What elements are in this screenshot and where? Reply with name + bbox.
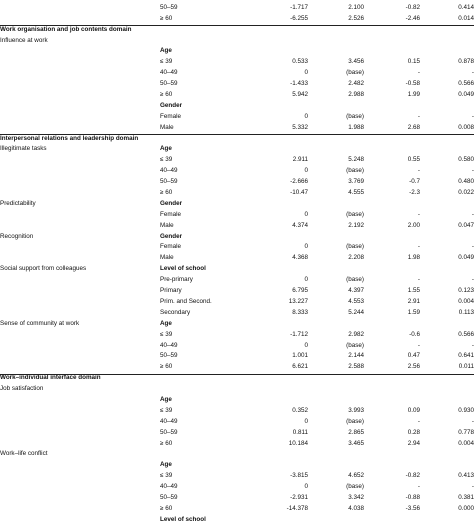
std-error-cell: 4.553: [348, 297, 364, 305]
variable-label: Gender: [160, 101, 183, 109]
p-value-cell: 0.049: [458, 254, 474, 262]
variable-label: Age: [160, 47, 172, 55]
domain-heading: Work organisation and job contents domain: [0, 25, 132, 33]
std-error-cell: 1.988: [348, 123, 364, 131]
t-value-cell: -: [417, 167, 420, 175]
std-error-cell: (base): [346, 276, 364, 284]
category-label: 40–49: [160, 417, 178, 425]
std-error-cell: 2.208: [348, 254, 364, 262]
category-label: ≥ 60: [160, 91, 173, 99]
p-value-cell: -: [471, 112, 474, 120]
category-label: 50–59: [160, 178, 178, 186]
table-row: [0, 166, 474, 177]
std-error-cell: (base): [346, 69, 364, 77]
category-label: Female: [160, 210, 181, 218]
std-error-cell: 2.865: [348, 428, 364, 436]
coefficient-cell: 0.533: [292, 58, 308, 66]
std-error-cell: (base): [346, 167, 364, 175]
category-label: Female: [160, 112, 181, 120]
item-row: [0, 395, 474, 406]
table-row: [0, 297, 474, 308]
t-value-cell: -0.7: [409, 178, 420, 186]
table-row: [0, 308, 474, 319]
table-row: [0, 275, 474, 286]
coefficient-cell: -14.378: [286, 504, 308, 512]
t-value-cell: 0.28: [407, 428, 420, 436]
std-error-cell: 3.769: [348, 178, 364, 186]
category-label: ≤ 39: [160, 472, 173, 480]
section-divider: [0, 134, 474, 135]
t-value-cell: -0.82: [405, 472, 420, 480]
variable-label: Age: [160, 461, 172, 469]
coefficient-cell: -1.433: [290, 80, 308, 88]
item-row: [0, 144, 474, 155]
category-label: Pre-primary: [160, 276, 193, 284]
p-value-cell: 0.004: [458, 297, 474, 305]
std-error-cell: 4.555: [348, 189, 364, 197]
p-value-cell: 0.566: [458, 330, 474, 338]
item-label: Predictability: [0, 199, 36, 207]
std-error-cell: (base): [346, 417, 364, 425]
category-label: ≥ 60: [160, 439, 173, 447]
coefficient-cell: 0: [304, 243, 308, 251]
category-label: 50–59: [160, 352, 178, 360]
table-row: [0, 341, 474, 352]
domain-row: [0, 134, 474, 145]
coefficient-cell: 1.001: [292, 352, 308, 360]
t-value-cell: 2.68: [407, 123, 420, 131]
table-row: [0, 155, 474, 166]
p-value-cell: 0.047: [458, 221, 474, 229]
coefficient-cell: 10.184: [288, 439, 308, 447]
p-value-cell: -: [471, 210, 474, 218]
category-label: 50–59: [160, 493, 178, 501]
t-value-cell: -: [417, 483, 420, 491]
p-value-cell: 0.113: [458, 308, 474, 316]
table-row: [0, 242, 474, 253]
coefficient-cell: 2.911: [292, 156, 308, 164]
coefficient-cell: 5.942: [292, 91, 308, 99]
p-value-cell: 0.011: [458, 363, 474, 371]
item-row: [0, 264, 474, 275]
p-value-cell: -: [471, 243, 474, 251]
std-error-cell: 2.588: [348, 363, 364, 371]
coefficient-cell: -6.255: [290, 14, 308, 22]
section-divider: [0, 374, 474, 375]
coefficient-cell: 5.332: [292, 123, 308, 131]
coefficient-cell: 0: [304, 112, 308, 120]
std-error-cell: 4.397: [348, 287, 364, 295]
table-row: [0, 221, 474, 232]
p-value-cell: 0.004: [458, 439, 474, 447]
table-row: [0, 330, 474, 341]
item-row: [0, 319, 474, 330]
std-error-cell: 2.988: [348, 91, 364, 99]
p-value-cell: 0.413: [458, 472, 474, 480]
table-row: [0, 79, 474, 90]
table-row: [0, 188, 474, 199]
coefficient-cell: -3.815: [290, 472, 308, 480]
item-row: [0, 199, 474, 210]
item-row: [0, 460, 474, 471]
t-value-cell: -: [417, 243, 420, 251]
item-label: Illegitimate tasks: [0, 145, 47, 153]
std-error-cell: (base): [346, 483, 364, 491]
item-label: Sense of community at work: [0, 319, 80, 327]
t-value-cell: 2.94: [407, 439, 420, 447]
variable-label: Age: [160, 145, 172, 153]
t-value-cell: 2.00: [407, 221, 420, 229]
p-value-cell: 0.414: [458, 3, 474, 11]
table-row: [0, 493, 474, 504]
table-row: [0, 112, 474, 123]
std-error-cell: 2.100: [348, 3, 364, 11]
t-value-cell: 0.55: [407, 156, 420, 164]
t-value-cell: 2.56: [407, 363, 420, 371]
coefficient-cell: -2.666: [290, 178, 308, 186]
table-row: [0, 14, 474, 25]
item-label: Recognition: [0, 232, 34, 240]
p-value-cell: 0.930: [458, 406, 474, 414]
t-value-cell: -: [417, 341, 420, 349]
table-row: [0, 68, 474, 79]
coefficient-cell: 0: [304, 417, 308, 425]
t-value-cell: -0.88: [405, 493, 420, 501]
t-value-cell: -0.6: [409, 330, 420, 338]
variable-label: Gender: [160, 199, 183, 207]
table-row: [0, 57, 474, 68]
table-row: [0, 3, 474, 14]
variable-label: Level of school: [160, 265, 206, 273]
p-value-cell: -: [471, 167, 474, 175]
category-label: ≤ 39: [160, 156, 173, 164]
p-value-cell: 0.641: [458, 352, 474, 360]
item-label: Influence at work: [0, 36, 48, 44]
table-row: [0, 286, 474, 297]
p-value-cell: 0.014: [458, 14, 474, 22]
coefficient-cell: -1.717: [290, 3, 308, 11]
t-value-cell: -: [417, 112, 420, 120]
t-value-cell: -0.82: [405, 3, 420, 11]
domain-heading: Interpersonal relations and leadership domain: [0, 134, 139, 142]
variable-label: Age: [160, 395, 172, 403]
p-value-cell: 0.878: [458, 58, 474, 66]
item-row: [0, 46, 474, 57]
category-label: 50–59: [160, 3, 178, 11]
std-error-cell: 2.982: [348, 330, 364, 338]
p-value-cell: -: [471, 417, 474, 425]
t-value-cell: -3.56: [405, 504, 420, 512]
table-row: [0, 362, 474, 373]
item-label: Work–life conflict: [0, 450, 48, 458]
item-row: [0, 36, 474, 47]
t-value-cell: -0.58: [405, 80, 420, 88]
p-value-cell: 0.480: [458, 178, 474, 186]
coefficient-cell: 0: [304, 483, 308, 491]
std-error-cell: (base): [346, 210, 364, 218]
variable-label: Level of school: [160, 515, 206, 523]
table-row: [0, 177, 474, 188]
category-label: 40–49: [160, 341, 178, 349]
coefficient-cell: 0: [304, 210, 308, 218]
coefficient-cell: 8.333: [292, 308, 308, 316]
t-value-cell: -: [417, 417, 420, 425]
std-error-cell: 4.038: [348, 504, 364, 512]
category-label: ≥ 60: [160, 363, 173, 371]
p-value-cell: -: [471, 69, 474, 77]
t-value-cell: 2.91: [407, 297, 420, 305]
item-label: Job satisfaction: [0, 385, 44, 393]
variable-label: Age: [160, 319, 172, 327]
coefficient-cell: -10.47: [290, 189, 308, 197]
p-value-cell: -: [471, 483, 474, 491]
item-row: [0, 232, 474, 243]
category-label: Male: [160, 221, 174, 229]
table-row: [0, 428, 474, 439]
category-label: ≥ 60: [160, 189, 173, 197]
table-row: [0, 406, 474, 417]
category-label: Prim. and Second.: [160, 297, 212, 305]
p-value-cell: 0.381: [458, 493, 474, 501]
std-error-cell: 3.993: [348, 406, 364, 414]
std-error-cell: 5.248: [348, 156, 364, 164]
std-error-cell: 3.465: [348, 439, 364, 447]
coefficient-cell: 0: [304, 167, 308, 175]
std-error-cell: 2.526: [348, 14, 364, 22]
std-error-cell: 2.192: [348, 221, 364, 229]
table-row: [0, 210, 474, 221]
item-row: [0, 101, 474, 112]
coefficient-cell: 6.621: [292, 363, 308, 371]
t-value-cell: -: [417, 276, 420, 284]
std-error-cell: 2.482: [348, 80, 364, 88]
p-value-cell: 0.000: [458, 504, 474, 512]
category-label: Male: [160, 254, 174, 262]
category-label: 40–49: [160, 483, 178, 491]
category-label: Male: [160, 123, 174, 131]
p-value-cell: -: [471, 341, 474, 349]
table-row: [0, 482, 474, 493]
coefficient-cell: 0.352: [292, 406, 308, 414]
category-label: ≥ 60: [160, 504, 173, 512]
p-value-cell: 0.049: [458, 91, 474, 99]
std-error-cell: (base): [346, 341, 364, 349]
std-error-cell: (base): [346, 112, 364, 120]
p-value-cell: 0.022: [458, 189, 474, 197]
t-value-cell: 0.15: [407, 58, 420, 66]
item-label: Social support from colleagues: [0, 265, 87, 273]
std-error-cell: 5.244: [348, 308, 364, 316]
t-value-cell: -: [417, 210, 420, 218]
category-label: 50–59: [160, 80, 178, 88]
p-value-cell: 0.580: [458, 156, 474, 164]
table-row: [0, 439, 474, 450]
t-value-cell: 1.59: [407, 308, 420, 316]
p-value-cell: -: [471, 276, 474, 284]
coefficient-cell: 4.368: [292, 254, 308, 262]
p-value-cell: 0.566: [458, 80, 474, 88]
std-error-cell: 4.652: [348, 472, 364, 480]
table-row: [0, 351, 474, 362]
coefficient-cell: 0: [304, 276, 308, 284]
coefficient-cell: 0: [304, 69, 308, 77]
coefficient-cell: 13.227: [288, 297, 308, 305]
category-label: 40–49: [160, 69, 178, 77]
category-label: ≥ 60: [160, 14, 173, 22]
category-label: Secondary: [160, 308, 191, 316]
category-label: ≤ 39: [160, 330, 173, 338]
coefficient-cell: -1.712: [290, 330, 308, 338]
variable-label: Gender: [160, 232, 183, 240]
table-row: [0, 504, 474, 515]
domain-row: [0, 25, 474, 36]
item-row: [0, 515, 474, 526]
category-label: Female: [160, 243, 181, 251]
std-error-cell: 3.456: [348, 58, 364, 66]
t-value-cell: 1.98: [407, 254, 420, 262]
category-label: Primary: [160, 287, 182, 295]
p-value-cell: 0.123: [458, 287, 474, 295]
table-row: [0, 417, 474, 428]
category-label: ≤ 39: [160, 58, 173, 66]
std-error-cell: 3.342: [348, 493, 364, 501]
t-value-cell: 0.47: [407, 352, 420, 360]
coefficient-cell: 4.374: [292, 221, 308, 229]
t-value-cell: 1.55: [407, 287, 420, 295]
section-divider: [0, 25, 474, 26]
coefficient-cell: -2.931: [290, 493, 308, 501]
table-row: [0, 471, 474, 482]
t-value-cell: 1.99: [407, 91, 420, 99]
coefficient-cell: 0: [304, 341, 308, 349]
table-row: [0, 123, 474, 134]
domain-heading: Work–individual interface domain: [0, 374, 101, 382]
item-row: [0, 449, 474, 460]
coefficient-cell: 6.795: [292, 287, 308, 295]
t-value-cell: -: [417, 69, 420, 77]
std-error-cell: 2.144: [348, 352, 364, 360]
t-value-cell: -2.3: [409, 189, 420, 197]
table-row: [0, 253, 474, 264]
category-label: ≤ 39: [160, 406, 173, 414]
category-label: 50–59: [160, 428, 178, 436]
category-label: 40–49: [160, 167, 178, 175]
t-value-cell: -2.46: [405, 14, 420, 22]
t-value-cell: 0.09: [407, 406, 420, 414]
p-value-cell: 0.008: [458, 123, 474, 131]
item-row: [0, 384, 474, 395]
std-error-cell: (base): [346, 243, 364, 251]
p-value-cell: 0.778: [458, 428, 474, 436]
table-row: [0, 90, 474, 101]
coefficient-cell: 0.811: [292, 428, 308, 436]
